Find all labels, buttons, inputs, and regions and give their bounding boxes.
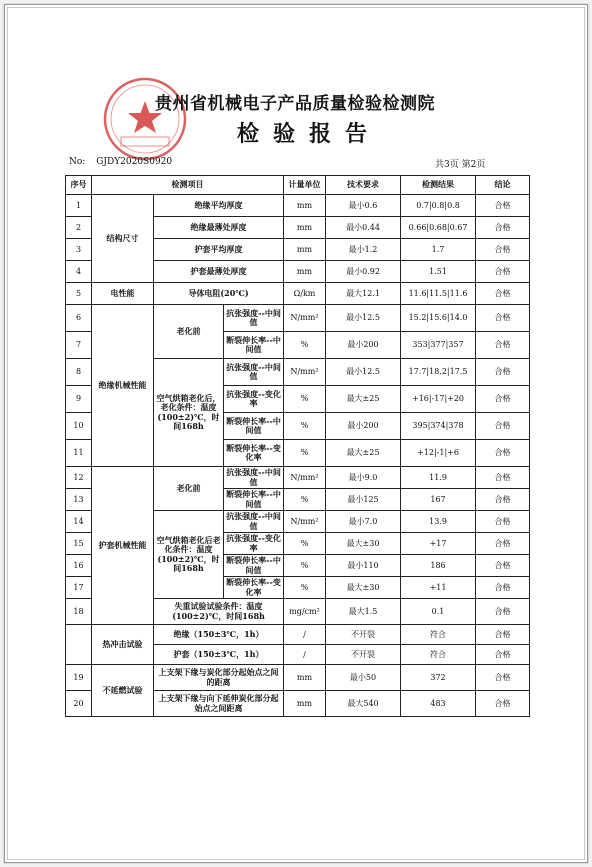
table-row <box>66 467 530 489</box>
row-requirement: 最小9.0 <box>326 467 401 489</box>
row-conclusion: 合格 <box>476 691 530 717</box>
row-item: 绝缘最薄处厚度 <box>154 217 284 239</box>
row-no: 19 <box>66 665 92 691</box>
row-unit: N/mm² <box>284 467 326 489</box>
row-requirement: 不开裂 <box>326 645 401 665</box>
report-page <box>4 4 588 863</box>
row-no: 16 <box>66 555 92 577</box>
row-unit: Ω/km <box>284 283 326 305</box>
row-conclusion: 合格 <box>476 386 530 413</box>
header-no: 序号 <box>66 176 92 195</box>
group-insulation-mechanical: 绝缘机械性能 <box>92 305 154 467</box>
row-result: +11 <box>401 577 476 599</box>
row-no <box>66 625 92 665</box>
row-result: 符合 <box>401 645 476 665</box>
row-result: 0.7|0.8|0.8 <box>401 195 476 217</box>
row-unit: % <box>284 386 326 413</box>
row-conclusion: 合格 <box>476 217 530 239</box>
row-item: 导体电阻(20℃) <box>154 283 284 305</box>
row-conclusion: 合格 <box>476 239 530 261</box>
row-unit: % <box>284 413 326 440</box>
row-result: 1.7 <box>401 239 476 261</box>
row-requirement: 最小12.5 <box>326 305 401 332</box>
row-conclusion: 合格 <box>476 467 530 489</box>
row-result: 13.9 <box>401 511 476 533</box>
row-unit: mg/cm² <box>284 599 326 625</box>
row-item: 抗张强度--中间值 <box>224 511 284 533</box>
row-item: 断裂伸长率--中间值 <box>224 489 284 511</box>
row-conclusion: 合格 <box>476 305 530 332</box>
row-no: 20 <box>66 691 92 717</box>
row-conclusion: 合格 <box>476 261 530 283</box>
row-item: 上支架下缘与炭化部分起始点之间的距离 <box>154 665 284 691</box>
table-row <box>66 195 530 217</box>
row-item: 断裂伸长率--中间值 <box>224 332 284 359</box>
row-result: 15.2|15.6|14.0 <box>401 305 476 332</box>
row-requirement: 不开裂 <box>326 625 401 645</box>
row-no: 2 <box>66 217 92 239</box>
header-item: 检测项目 <box>92 176 284 195</box>
group-structure-dimensions: 结构尺寸 <box>92 195 154 283</box>
row-no: 18 <box>66 599 92 625</box>
row-unit: N/mm² <box>284 305 326 332</box>
header-result: 检测结果 <box>401 176 476 195</box>
row-no: 5 <box>66 283 92 305</box>
row-result: 395|374|378 <box>401 413 476 440</box>
header-requirement: 技术要求 <box>326 176 401 195</box>
row-item: 绝缘平均厚度 <box>154 195 284 217</box>
row-conclusion: 合格 <box>476 577 530 599</box>
row-item: 抗张强度--中间值 <box>224 467 284 489</box>
row-result: +16|-17|+20 <box>401 386 476 413</box>
header-unit: 计量单位 <box>284 176 326 195</box>
row-result: 11.6|11.5|11.6 <box>401 283 476 305</box>
row-unit: % <box>284 577 326 599</box>
row-result: 符合 <box>401 625 476 645</box>
row-result: 353|377|357 <box>401 332 476 359</box>
row-item: 抗张强度--变化率 <box>224 386 284 413</box>
row-unit: N/mm² <box>284 511 326 533</box>
group-flame-retardant: 不延燃试验 <box>92 665 154 717</box>
row-requirement: 最大±25 <box>326 386 401 413</box>
row-result: 167 <box>401 489 476 511</box>
table-row <box>66 625 530 645</box>
row-conclusion: 合格 <box>476 332 530 359</box>
row-conclusion: 合格 <box>476 359 530 386</box>
subgroup-before-aging: 老化前 <box>154 467 224 511</box>
row-item: 上支架下缘与向下延伸炭化部分起始点之间距离 <box>154 691 284 717</box>
row-unit: % <box>284 533 326 555</box>
row-item: 抗张强度--中间值 <box>224 305 284 332</box>
row-unit: / <box>284 625 326 645</box>
row-conclusion: 合格 <box>476 599 530 625</box>
row-conclusion: 合格 <box>476 195 530 217</box>
institute-name: 贵州省机械电子产品质量检验检测院 <box>155 94 435 114</box>
row-no: 12 <box>66 467 92 489</box>
row-item: 护套平均厚度 <box>154 239 284 261</box>
row-no: 1 <box>66 195 92 217</box>
row-unit: mm <box>284 691 326 717</box>
row-unit: mm <box>284 239 326 261</box>
group-thermal-shock: 热冲击试验 <box>92 625 154 665</box>
row-unit: N/mm² <box>284 359 326 386</box>
row-no: 11 <box>66 440 92 467</box>
row-conclusion: 合格 <box>476 533 530 555</box>
row-item: 断裂伸长率--中间值 <box>224 413 284 440</box>
row-unit: mm <box>284 261 326 283</box>
row-result: 1.51 <box>401 261 476 283</box>
row-requirement: 最小0.6 <box>326 195 401 217</box>
report-number-value: GJDY2020S0920 <box>96 157 173 167</box>
row-requirement: 最大1.5 <box>326 599 401 625</box>
row-unit: mm <box>284 195 326 217</box>
row-no: 7 <box>66 332 92 359</box>
row-requirement: 最小1.2 <box>326 239 401 261</box>
row-conclusion: 合格 <box>476 645 530 665</box>
report-number <box>69 157 172 167</box>
row-unit: mm <box>284 217 326 239</box>
row-unit: mm <box>284 665 326 691</box>
row-requirement: 最大12.1 <box>326 283 401 305</box>
row-requirement: 最大540 <box>326 691 401 717</box>
row-no: 3 <box>66 239 92 261</box>
row-conclusion: 合格 <box>476 511 530 533</box>
row-no: 10 <box>66 413 92 440</box>
row-no: 15 <box>66 533 92 555</box>
subgroup-after-aging: 空气烘箱老化后，老化条件：温度(100±2)℃，时间168h <box>154 359 224 467</box>
row-requirement: 最小200 <box>326 332 401 359</box>
row-result: 17.7|18.2|17.5 <box>401 359 476 386</box>
row-requirement: 最大±30 <box>326 533 401 555</box>
row-no: 13 <box>66 489 92 511</box>
row-no: 17 <box>66 577 92 599</box>
row-conclusion: 合格 <box>476 283 530 305</box>
row-conclusion: 合格 <box>476 489 530 511</box>
row-item: 抗张强度--中间值 <box>224 359 284 386</box>
row-no: 14 <box>66 511 92 533</box>
table-row <box>66 305 530 332</box>
report-number-label: No: <box>69 157 86 167</box>
row-requirement: 最小125 <box>326 489 401 511</box>
table-row <box>66 665 530 691</box>
row-item: 断裂伸长率--中间值 <box>224 555 284 577</box>
row-item: 失重试验试验条件：温度(100±2)℃，时间168h <box>154 599 284 625</box>
table-header-row <box>66 176 530 195</box>
row-unit: % <box>284 332 326 359</box>
row-requirement: 最小50 <box>326 665 401 691</box>
row-item: 抗张强度--变化率 <box>224 533 284 555</box>
row-conclusion: 合格 <box>476 413 530 440</box>
row-no: 8 <box>66 359 92 386</box>
report-title: 检验报告 <box>237 121 382 147</box>
row-unit: / <box>284 645 326 665</box>
row-unit: % <box>284 440 326 467</box>
row-conclusion: 合格 <box>476 665 530 691</box>
row-result: 372 <box>401 665 476 691</box>
row-requirement: 最小12.5 <box>326 359 401 386</box>
row-result: 0.66|0.68|0.67 <box>401 217 476 239</box>
row-requirement: 最大±25 <box>326 440 401 467</box>
row-no: 6 <box>66 305 92 332</box>
table-row <box>66 283 530 305</box>
subgroup-before-aging: 老化前 <box>154 305 224 359</box>
row-result: 483 <box>401 691 476 717</box>
row-no: 9 <box>66 386 92 413</box>
row-item: 护套最薄处厚度 <box>154 261 284 283</box>
row-requirement: 最小0.44 <box>326 217 401 239</box>
row-requirement: 最大±30 <box>326 577 401 599</box>
row-item: 断裂伸长率--变化率 <box>224 440 284 467</box>
row-unit: % <box>284 489 326 511</box>
row-requirement: 最小0.92 <box>326 261 401 283</box>
row-result: 186 <box>401 555 476 577</box>
row-conclusion: 合格 <box>476 440 530 467</box>
group-sheath-mechanical: 护套机械性能 <box>92 467 154 625</box>
test-results-table <box>65 175 530 717</box>
row-item: 断裂伸长率--变化率 <box>224 577 284 599</box>
row-requirement: 最小200 <box>326 413 401 440</box>
subgroup-after-aging: 空气烘箱老化后老化条件：温度(100±2)℃，时间168h <box>154 511 224 599</box>
row-no: 4 <box>66 261 92 283</box>
row-result: +17 <box>401 533 476 555</box>
group-electrical: 电性能 <box>92 283 154 305</box>
row-conclusion: 合格 <box>476 555 530 577</box>
row-requirement: 最小110 <box>326 555 401 577</box>
row-item: 护套（150±3℃，1h） <box>154 645 284 665</box>
row-result: 11.9 <box>401 467 476 489</box>
row-result: 0.1 <box>401 599 476 625</box>
row-requirement: 最小7.0 <box>326 511 401 533</box>
header-conclusion: 结论 <box>476 176 530 195</box>
row-item: 绝缘（150±3℃，1h） <box>154 625 284 645</box>
page-count: 共3页 第2页 <box>435 160 486 170</box>
row-result: +12|-1|+6 <box>401 440 476 467</box>
row-unit: % <box>284 555 326 577</box>
row-conclusion: 合格 <box>476 625 530 645</box>
